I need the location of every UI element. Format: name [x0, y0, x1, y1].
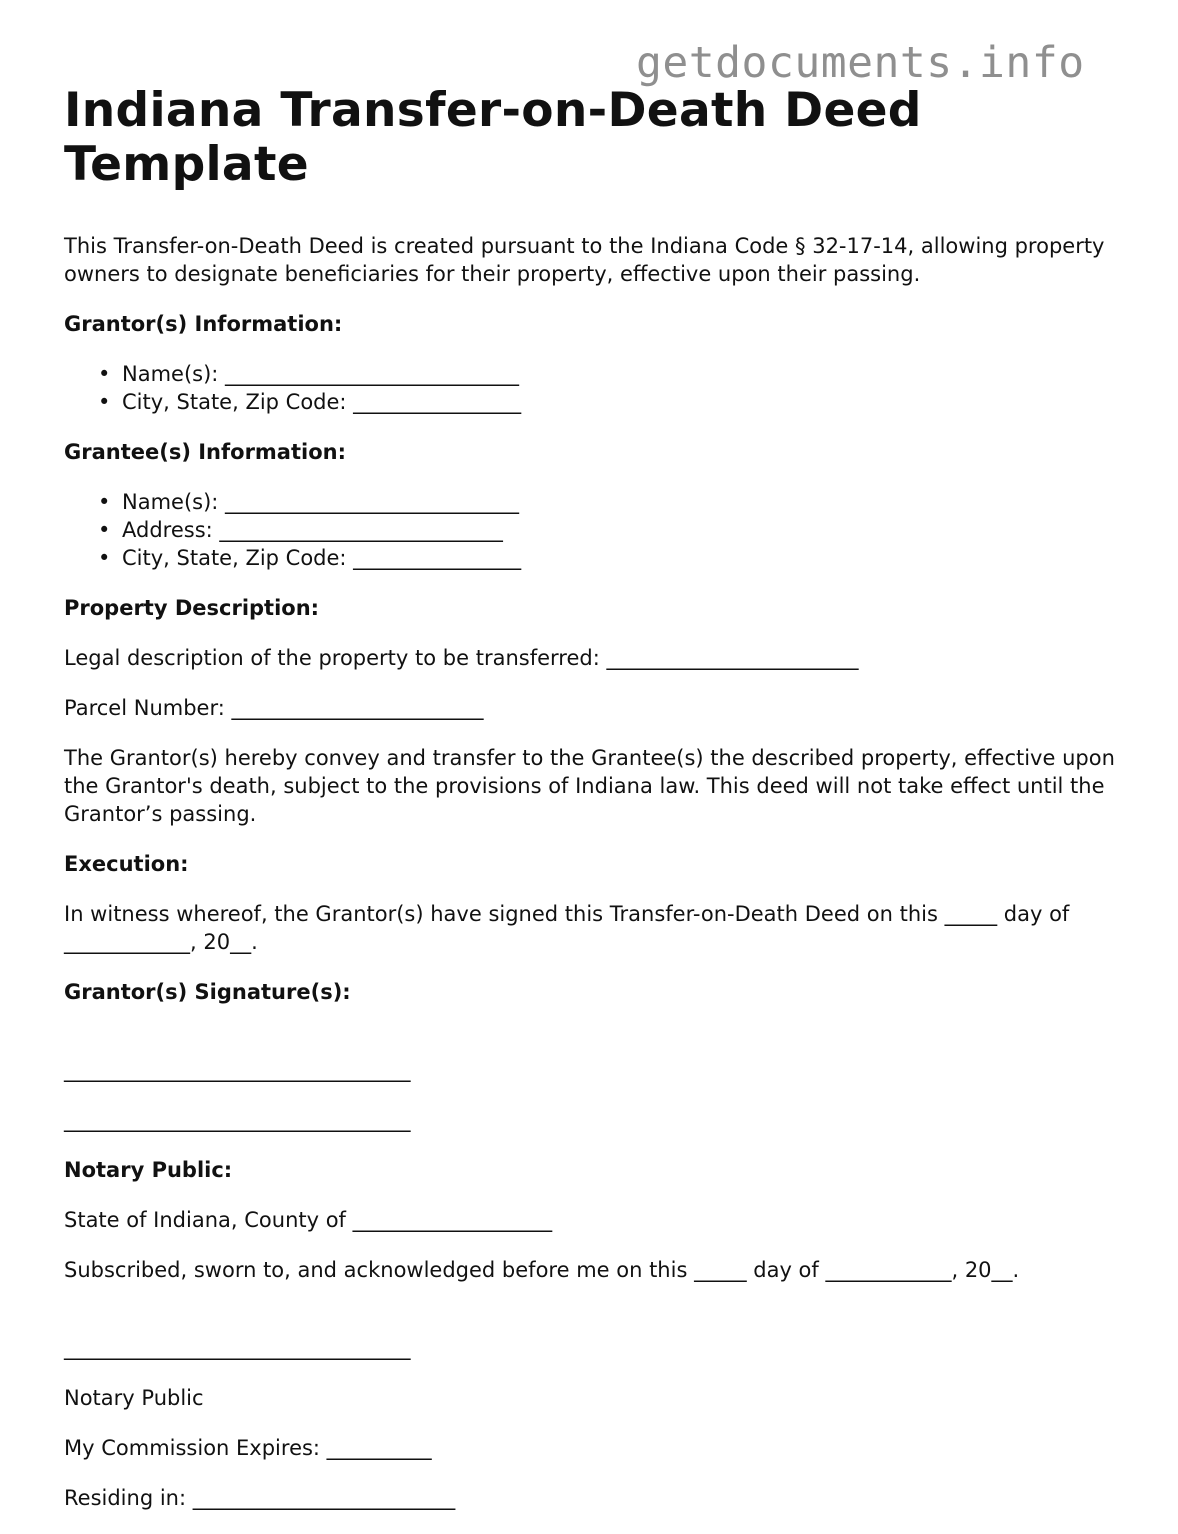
property-heading: Property Description:	[64, 596, 320, 620]
document-page	[64, 84, 1124, 1534]
signatures-heading: Grantor(s) Signature(s):	[64, 980, 351, 1004]
parcel-number-field: Parcel Number: ________________________	[64, 696, 484, 720]
grantee-heading: Grantee(s) Information:	[64, 440, 346, 464]
document-title: Indiana Transfer-on-Death Deed Template	[64, 83, 922, 192]
bullet-icon: •	[98, 362, 111, 386]
grantee-list	[64, 488, 1124, 572]
grantor-city-item	[98, 388, 1124, 416]
grantee-city-field: City, State, Zip Code: ________________	[122, 546, 522, 570]
legal-description-field: Legal description of the property to be transferred: ________________________	[64, 646, 859, 670]
grantor-names-field: Name(s): ____________________________	[122, 362, 520, 386]
notary-signature-line: _________________________________	[64, 1336, 411, 1360]
bullet-icon: •	[98, 390, 111, 414]
grantor-heading: Grantor(s) Information:	[64, 312, 343, 336]
grantee-address-field: Address: ___________________________	[122, 518, 503, 542]
intro-paragraph: This Transfer-on-Death Deed is created pursuant to the Indiana Code § 32-17-14, allowing property owners to designate beneficiaries for their property, effective upon their passing.	[64, 234, 1105, 286]
bullet-icon: •	[98, 546, 111, 570]
grantor-names-item	[98, 360, 1124, 388]
grantee-names-item	[98, 488, 1124, 516]
execution-paragraph: In witness whereof, the Grantor(s) have signed this Transfer-on-Death Deed on this _____ day of ____________, 20__.	[64, 902, 1070, 954]
conveyance-paragraph: The Grantor(s) hereby convey and transfer to the Grantee(s) the described property, effective upon the Grantor's death, subject to the provisions of Indiana law. This deed will not take effect until the Grantor’s passing.	[64, 746, 1115, 826]
grantor-signature-line-1: _________________________________	[64, 1058, 411, 1082]
notary-residing-field: Residing in: _________________________	[64, 1486, 456, 1510]
bullet-icon: •	[98, 490, 111, 514]
execution-heading: Execution:	[64, 852, 189, 876]
notary-county-field: State of Indiana, County of ___________________	[64, 1208, 553, 1232]
notary-sworn-field: Subscribed, sworn to, and acknowledged before me on this _____ day of ____________, 20__.	[64, 1258, 1020, 1282]
grantor-signature-line-2: _________________________________	[64, 1108, 411, 1132]
watermark-text: getdocuments.info	[636, 38, 1085, 88]
grantor-list	[64, 360, 1124, 416]
notary-heading: Notary Public:	[64, 1158, 233, 1182]
grantee-address-item	[98, 516, 1124, 544]
grantor-city-field: City, State, Zip Code: ________________	[122, 390, 522, 414]
grantee-city-item	[98, 544, 1124, 572]
bullet-icon: •	[98, 518, 111, 542]
grantee-names-field: Name(s): ____________________________	[122, 490, 520, 514]
notary-title: Notary Public	[64, 1386, 204, 1410]
notary-commission-field: My Commission Expires: __________	[64, 1436, 432, 1460]
